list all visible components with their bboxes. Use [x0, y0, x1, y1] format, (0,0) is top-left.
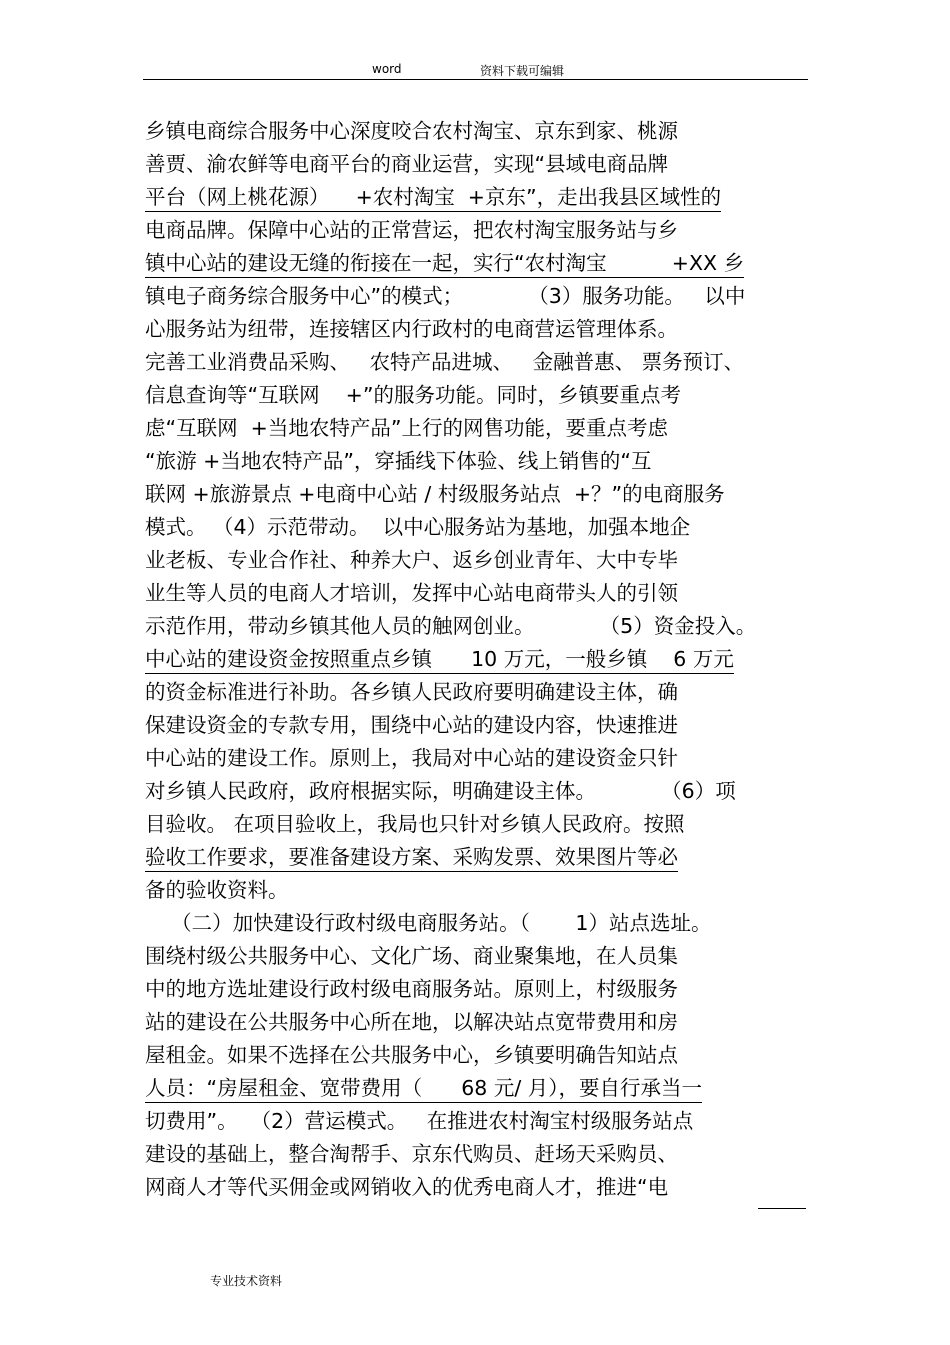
text-line: 完善工业消费品采购、 农特产品进城、 金融普惠、 票务预订、 [145, 350, 745, 374]
text-line: 网商人才等代买佣金或网销收入的优秀电商人才，推进“电 [145, 1175, 669, 1199]
text-line: 屋租金。如果不选择在公共服务中心，乡镇要明确告知站点 [145, 1043, 678, 1067]
text-line: 切费用”。 （2）营运模式。 在推进农村淘宝村级服务站点 [145, 1109, 694, 1133]
text-line: “旅游 +当地农特产品”，穿插线下体验、线上销售的“互 [145, 449, 652, 473]
trailing-underline [758, 1208, 806, 1209]
text-line: 电商品牌。保障中心站的正常营运，把农村淘宝服务站与乡 [145, 218, 678, 242]
text-line: 备的验收资料。 [145, 878, 289, 902]
text-line-wrap [145, 247, 810, 280]
text-line-wrap [145, 841, 810, 874]
text-line-wrap [145, 1072, 810, 1105]
text-line: 镇电子商务综合服务中心”的模式； （3）服务功能。 以中 [145, 284, 746, 308]
text-line: 保建设资金的专款专用，围绕中心站的建设内容，快速推进 [145, 713, 678, 737]
text-line-wrap [145, 181, 810, 214]
text-line: 的资金标准进行补助。各乡镇人民政府要明确建设主体，确 [145, 680, 678, 704]
header-word-label: word [372, 62, 402, 76]
text-line: 信息查询等“互联网 +”的服务功能。同时，乡镇要重点考 [145, 383, 681, 407]
header-rule [143, 79, 808, 80]
text-line: 围绕村级公共服务中心、文化广场、商业聚集地，在人员集 [145, 944, 678, 968]
text-line: 验收工作要求，要准备建设方案、采购发票、效果图片等必 [145, 843, 678, 872]
text-line: 中心站的建设工作。原则上，我局对中心站的建设资金只针 [145, 746, 678, 770]
header-download-label: 资料下载可编辑 [480, 64, 565, 78]
text-line: 模式。 （4）示范带动。 以中心服务站为基地，加强本地企 [145, 515, 691, 539]
text-line: 建设的基础上，整合淘帮手、京东代购员、赶场天采购员、 [145, 1142, 678, 1166]
text-line: 中的地方选址建设行政村级电商服务站。原则上，村级服务 [145, 977, 678, 1001]
text-line-wrap [145, 643, 810, 676]
text-line: 联网 +旅游景点 +电商中心站 / 村级服务站点 +？”的电商服务 [145, 482, 725, 506]
text-line: 人员：“房屋租金、宽带费用（ 68 元/ 月），要自行承当一 [145, 1074, 702, 1103]
document-body [145, 115, 810, 1204]
text-line: （二）加快建设行政村级电商服务站。（ 1）站点选址。 [145, 911, 712, 935]
text-line: 镇中心站的建设无缝的衔接在一起，实行“农村淘宝 +XX 乡 [145, 249, 744, 278]
page-footer: 专业技术资料 [210, 1274, 283, 1288]
text-line: 业老板、专业合作社、种养大户、返乡创业青年、大中专毕 [145, 548, 678, 572]
text-line: 乡镇电商综合服务中心深度咬合农村淘宝、京东到家、桃源 [145, 119, 678, 143]
text-line: 目验收。 在项目验收上，我局也只针对乡镇人民政府。按照 [145, 812, 685, 836]
text-line: 示范作用，带动乡镇其他人员的触网创业。 （5）资金投入。 [145, 614, 757, 638]
text-line: 善贾、渝农鲜等电商平台的商业运营，实现“县域电商品牌 [145, 152, 669, 176]
text-line: 虑“互联网 +当地农特产品”上行的网售功能，要重点考虑 [145, 416, 668, 440]
text-line: 站的建设在公共服务中心所在地，以解决站点宽带费用和房 [145, 1010, 678, 1034]
text-line: 对乡镇人民政府，政府根据实际，明确建设主体。 （6）项 [145, 779, 736, 803]
text-line: 平台（网上桃花源） +农村淘宝 +京东”，走出我县区域性的 [145, 183, 721, 212]
text-line: 心服务站为纽带，连接辖区内行政村的电商营运管理体系。 [145, 317, 678, 341]
text-line: 中心站的建设资金按照重点乡镇 10 万元，一般乡镇 6 万元 [145, 645, 734, 674]
text-line: 业生等人员的电商人才培训，发挥中心站电商带头人的引领 [145, 581, 678, 605]
